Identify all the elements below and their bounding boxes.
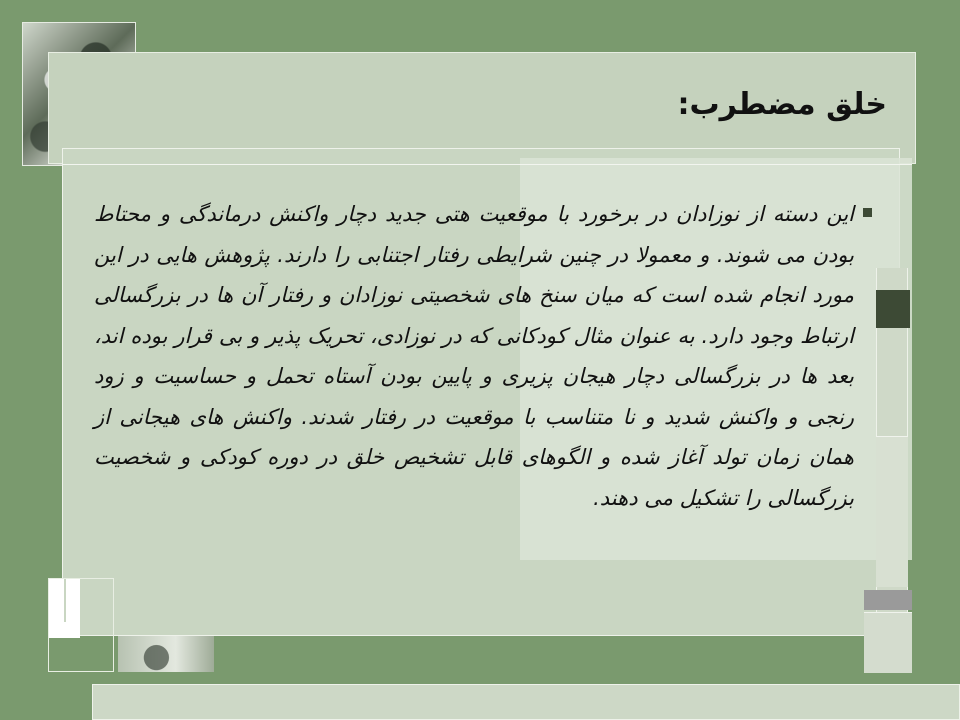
slide-title: خلق مضطرب: xyxy=(677,87,887,122)
leaf-photo-bottom xyxy=(118,636,214,672)
grey-accent-block xyxy=(864,590,912,610)
right-decor-block-lower xyxy=(864,612,912,673)
right-decor-block xyxy=(876,436,908,587)
accent-outline-square xyxy=(48,578,114,672)
bottom-band xyxy=(92,684,960,720)
dark-accent-square xyxy=(876,290,910,328)
divider-line xyxy=(62,164,912,165)
bullet-square-icon xyxy=(863,208,872,217)
body-paragraph: این دسته از نوزادان در برخورد با موقعیت هتی جدید دچار واکنش درماندگی و محتاط بودن می شوند. و معمولا در چنین شرایطی رفتار اجتنابی را دارند. پژوهش هایی در این مورد انجام شده است که میان سنخ های شخصیتی نوزادان و رفتار آن ها در بزرگسالی ارتباط وجود دارد. به عنوان مثال کودکانی که در نوزادی، تحریک پذیر و بی قرار بوده اند، بعد ها در بزرگسالی دچار هیجان پزیری و پایین بودن آستاه تحمل و حساسیت و زود رنجی و واکنش شدید و نا متناسب با موقعیت در رفتار شدند. واکنش های هیجانی از همان زمان تولد آغاز شده و الگوهای قابل تشخیص خلق در دوره کودکی و شخصیت بزرگسالی را تشکیل می دهند. xyxy=(94,202,854,510)
body-text-block xyxy=(94,194,868,562)
